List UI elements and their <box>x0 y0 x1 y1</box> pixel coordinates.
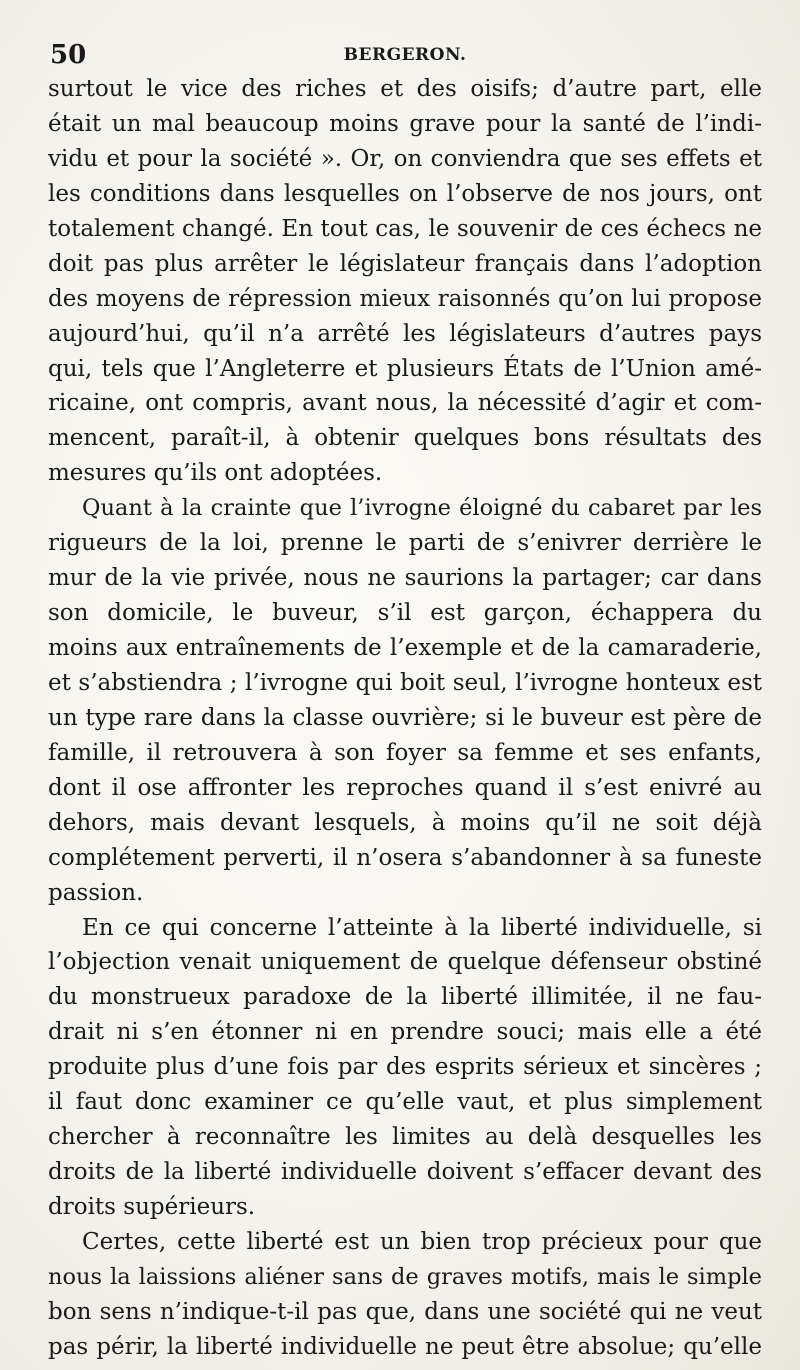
text-line: complétement perverti, il n’osera s’abandonner à sa funeste <box>48 844 762 871</box>
text-line: un type rare dans la classe ouvrière; si le buveur est père de <box>48 704 762 731</box>
page-number: 50 <box>50 40 87 70</box>
text-line: famille, il retrouvera à son foyer sa femme et ses enfants, <box>48 739 762 766</box>
text-line: était un mal beaucoup moins grave pour la santé de l’indi- <box>48 110 762 137</box>
text-line: bon sens n’indique-t-il pas que, dans une société qui ne veut <box>48 1298 762 1325</box>
text-line: produite plus d’une fois par des esprits sérieux et sincères ; <box>48 1054 762 1081</box>
page-header <box>50 40 760 72</box>
text-line: pas périr, la liberté individuelle ne peut être absolue; qu’elle <box>48 1333 762 1360</box>
text-line: mencent, paraît-il, à obtenir quelques bons résultats des <box>48 425 762 452</box>
text-line: et s’abstiendra ; l’ivrogne qui boit seul, l’ivrogne honteux est <box>48 669 762 696</box>
running-head: BERGERON. <box>343 45 467 65</box>
text-line: l’objection venait uniquement de quelque défenseur obstiné <box>48 949 762 976</box>
text-line: drait ni s’en étonner ni en prendre souci; mais elle a été <box>48 1019 762 1046</box>
text-line: qui, tels que l’Angleterre et plusieurs États de l’Union amé- <box>48 355 762 382</box>
text-line: nous la laissions aliéner sans de graves motifs, mais le simple <box>48 1263 762 1290</box>
text-line: droits supérieurs. <box>48 1194 256 1220</box>
text-line: Quant à la crainte que l’ivrogne éloigné du cabaret par les <box>82 495 762 522</box>
text-line: vidu et pour la société ». Or, on conviendra que ses effets et <box>48 145 762 172</box>
text-line: les conditions dans lesquelles on l’observe de nos jours, ont <box>48 180 762 207</box>
text-line: mesures qu’ils ont adoptées. <box>48 460 383 487</box>
text-line: Certes, cette liberté est un bien trop précieux pour que <box>82 1228 762 1255</box>
text-line: moins aux entraînements de l’exemple et de la camaraderie, <box>48 635 762 661</box>
text-line: aujourd’hui, qu’il n’a arrêté les législateurs d’autres pays <box>48 320 762 347</box>
text-line: dont il ose affronter les reproches quand il s’est enivré au <box>48 774 762 801</box>
text-line: En ce qui concerne l’atteinte à la liberté individuelle, si <box>82 914 762 941</box>
text-line: son domicile, le buveur, s’il est garçon, échappera du <box>48 600 762 627</box>
text-line: des moyens de répression mieux raisonnés qu’on lui propose <box>48 285 762 312</box>
text-line: dehors, mais devant lesquels, à moins qu’il ne soit déjà <box>48 809 762 836</box>
body-text <box>48 72 762 1365</box>
text-line: droits de la liberté individuelle doivent s’effacer devant des <box>48 1159 762 1186</box>
text-line: surtout le vice des riches et des oisifs; d’autre part, elle <box>48 76 762 102</box>
text-line: totalement changé. En tout cas, le souvenir de ces échecs ne <box>48 215 762 242</box>
text-line: du monstrueux paradoxe de la liberté illimitée, il ne fau- <box>48 984 762 1011</box>
text-line: rigueurs de la loi, prenne le parti de s’enivrer derrière le <box>48 530 762 557</box>
text-line: chercher à reconnaître les limites au delà desquelles les <box>48 1124 762 1151</box>
text-line: passion. <box>48 879 144 906</box>
text-line: ricaine, ont compris, avant nous, la nécessité d’agir et com- <box>48 390 762 417</box>
text-line: doit pas plus arrêter le législateur français dans l’adoption <box>48 250 762 277</box>
text-line: il faut donc examiner ce qu’elle vaut, et plus simplement <box>48 1089 762 1116</box>
text-line: mur de la vie privée, nous ne saurions la partager; car dans <box>48 565 762 592</box>
